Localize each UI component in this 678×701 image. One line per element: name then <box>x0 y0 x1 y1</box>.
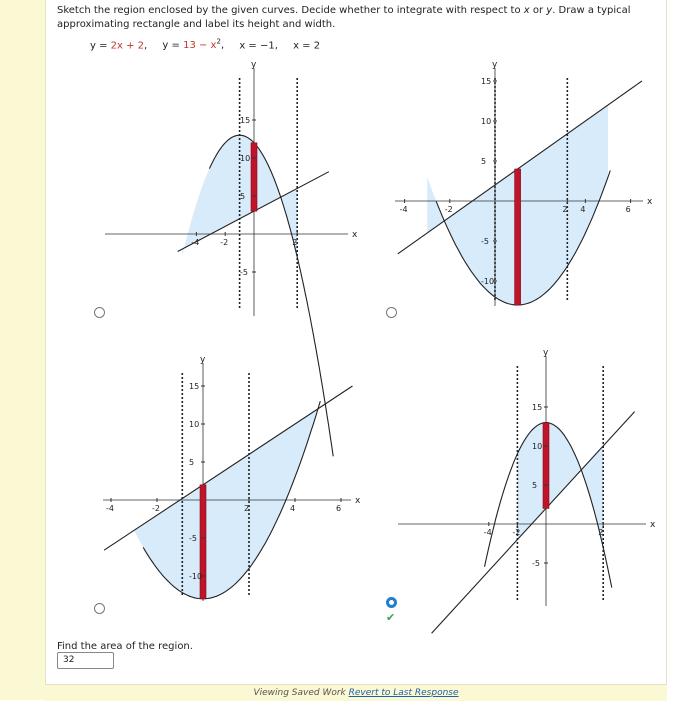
y-tick-label: -5 <box>532 559 540 568</box>
radio-option-c[interactable] <box>94 603 105 614</box>
correct-check-icon: ✔ <box>386 611 396 624</box>
x-axis-label: x <box>647 197 653 207</box>
x-tick-label: -2 <box>512 528 521 537</box>
graph-option-a <box>105 60 360 320</box>
var-y: y <box>546 5 553 16</box>
question-text-part: . Draw a typical approximating rectangle and label its height and width. <box>57 5 631 30</box>
question-text-part: or <box>529 5 547 16</box>
radio-option-a[interactable] <box>94 307 105 318</box>
revert-link[interactable]: Revert to Last Response <box>348 688 459 698</box>
x-tick-label: -2 <box>444 205 453 214</box>
approximating-rectangle <box>515 169 521 305</box>
x-tick-label: -4 <box>191 238 200 247</box>
y-tick-label: -5 <box>481 237 489 246</box>
area-input[interactable]: 32 <box>57 652 114 669</box>
y-tick-label: 5 <box>532 481 538 490</box>
x-tick-label: 4 <box>580 205 586 214</box>
graph-option-d <box>398 348 658 610</box>
y-axis-label: y <box>251 60 257 70</box>
shaded-region <box>517 423 603 548</box>
y-tick-label: 5 <box>240 192 246 201</box>
radio-option-b[interactable] <box>386 307 397 318</box>
x-tick-label: -4 <box>483 528 492 537</box>
x-axis-label: x <box>352 230 358 240</box>
x-tick-label: 2 <box>292 238 298 247</box>
question-text <box>57 4 657 32</box>
equations <box>90 38 320 51</box>
y-tick-label: -10 <box>189 572 203 581</box>
graph-option-b <box>395 60 655 310</box>
area-label: Find the area of the region. <box>57 641 193 652</box>
y-axis-label: y <box>492 60 498 70</box>
y-tick-label: 15 <box>189 382 200 391</box>
x-tick-label: -2 <box>220 238 229 247</box>
y-tick-label: 15 <box>240 116 251 125</box>
y-tick-label: 10 <box>481 117 492 126</box>
question-text-part: Sketch the region enclosed by the given curves. Decide whether to integrate with respect to <box>57 5 524 16</box>
y-tick-label: 5 <box>189 458 195 467</box>
approximating-rectangle <box>543 423 549 509</box>
footer-text: Viewing Saved Work <box>253 688 349 698</box>
y-tick-label: -5 <box>189 534 197 543</box>
left-strip <box>0 0 45 700</box>
x-tick-label: -4 <box>399 205 408 214</box>
x-tick-label: 6 <box>625 205 631 214</box>
y-tick-label: 10 <box>240 154 251 163</box>
footer <box>45 684 667 701</box>
x-axis-label: x <box>355 496 361 506</box>
equation-3: x = −1, <box>239 40 278 52</box>
y-axis-label: y <box>200 355 206 365</box>
y-tick-label: 15 <box>481 77 492 86</box>
x-axis-label: x <box>650 520 656 530</box>
x-tick-label: -2 <box>152 504 160 513</box>
x-tick-label: 2 <box>244 504 250 513</box>
x-tick-label: 6 <box>336 504 342 513</box>
x-tick-label: -4 <box>106 504 114 513</box>
y-tick-label: 10 <box>189 420 200 429</box>
x-tick-label: 4 <box>290 504 296 513</box>
y-tick-label: 15 <box>532 403 543 412</box>
approximating-rectangle <box>200 485 206 599</box>
approximating-rectangle <box>251 143 257 211</box>
y-tick-label: 5 <box>481 157 487 166</box>
x-tick-label: 2 <box>562 205 568 214</box>
y-tick-label: 10 <box>532 442 543 451</box>
equation-1: y = 2x + 2, <box>90 40 148 52</box>
y-tick-label: -10 <box>481 277 495 286</box>
y-tick-label: -5 <box>240 268 248 277</box>
equation-2: $y = 13 - x^2$, <box>162 38 225 52</box>
var-x: x <box>523 5 530 16</box>
equation-4: x = 2 <box>293 40 321 52</box>
graph-option-c <box>103 355 363 605</box>
x-tick-label: 2 <box>598 528 604 537</box>
radio-option-d[interactable] <box>386 597 397 608</box>
y-axis-label: y <box>543 348 549 358</box>
